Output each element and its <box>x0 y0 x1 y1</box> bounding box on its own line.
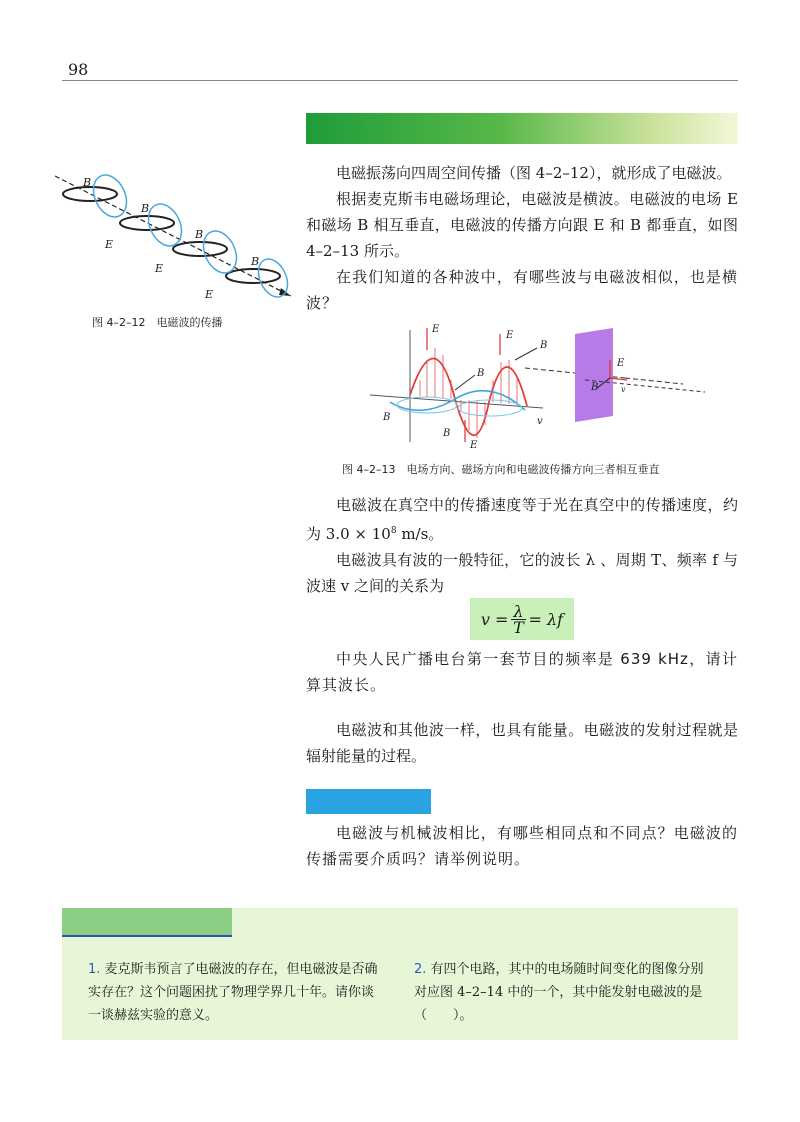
fig12-label-e3: E <box>205 288 214 301</box>
exercise-header-tab <box>62 908 232 937</box>
fig12-label-e2: E <box>155 262 164 275</box>
figure-4-2-13 <box>365 320 745 452</box>
fig13-label-b5: B <box>591 382 599 393</box>
exercise-2-number: 2. <box>414 962 427 977</box>
fig13-label-e2: E <box>506 330 514 341</box>
paragraph-8-discussion: 电磁波与机械波相比，有哪些相同点和不同点？电磁波的传播需要介质吗？请举例说明。 <box>306 824 738 868</box>
e-loop-2 <box>120 216 174 230</box>
e-loop-3 <box>173 242 227 256</box>
exercise-1-text: 麦克斯韦预言了电磁波的存在，但电磁波是否确实存在？这个问题困扰了物理学界几十年。请你谈一谈赫兹实验的意义。 <box>88 962 378 1023</box>
fig12-label-b3: B <box>195 228 204 241</box>
fig13-label-b1: B <box>477 368 485 379</box>
paragraph-4: 电磁波在真空中的传播速度等于光在真空中的传播速度，约为 $3.0 \times 10^8$ m/s。 <box>306 496 738 543</box>
fig13-label-b3: B <box>383 412 391 423</box>
e-loop-1 <box>63 187 117 201</box>
field-plate <box>575 328 613 422</box>
paragraph-2: 根据麦克斯韦电磁场理论，电磁波是横波。电磁波的电场 E 和磁场 B 相互垂直，电磁波的传播方向跟 E 和 B 都垂直，如图 4–2–13 所示。 <box>306 190 738 260</box>
paragraph-1: 电磁振荡向四周空间传播（图 4–2–12），就形成了电磁波。 <box>336 164 732 182</box>
fig13-label-b2: B <box>540 340 548 351</box>
fig13-label-e3: E <box>470 440 478 451</box>
discussion-header-bar <box>306 789 431 814</box>
fig12-label-e1: E <box>105 238 114 251</box>
page-number: 98 <box>68 60 89 79</box>
fig12-label-b1: B <box>83 176 92 189</box>
section-header-bar <box>306 113 738 144</box>
paragraph-5: 电磁波具有波的一般特征，它的波长 λ 、周期 T、频率 f 与波速 v 之间的关系为 <box>306 551 738 595</box>
fig12-label-b2: B <box>141 202 150 215</box>
top-rule <box>62 80 738 81</box>
figure-4-2-12 <box>55 168 295 308</box>
propagation-axis <box>55 176 291 296</box>
exercise-2 <box>414 958 714 1027</box>
wave-formula: v = $\frac{\lambda}{T}$ = λf <box>470 598 574 640</box>
b-loop-1 <box>87 170 133 223</box>
fig13-label-v2: v <box>537 416 543 427</box>
figure-4-2-13-caption: 图 4–2–13 电场方向、磁场方向和电磁波传播方向三者相互垂直 <box>342 463 660 476</box>
fig12-label-b4: B <box>251 255 260 268</box>
paragraph-6-question: 中央人民广播电台第一套节目的频率是 639 kHz，请计算其波长。 <box>306 650 738 694</box>
fig13-label-v1: v <box>621 385 626 394</box>
fig13-label-e4: E <box>617 358 625 369</box>
figure-4-2-12-caption: 图 4–2–12 电磁波的传播 <box>92 316 223 329</box>
paragraph-7: 电磁波和其他波一样，也具有能量。电磁波的发射过程就是辐射能量的过程。 <box>306 721 738 765</box>
paragraph-3-question: 在我们知道的各种波中，有哪些波与电磁波相似，也是横波？ <box>306 268 738 312</box>
exercise-1 <box>88 958 384 1027</box>
exercise-2-text: 有四个电路，其中的电场随时间变化的图像分别对应图 4–2–14 中的一个，其中能发射电磁波的是（ ）。 <box>414 962 704 1023</box>
e-loop-4 <box>226 269 280 283</box>
fig13-label-b4: B <box>443 428 451 439</box>
exercise-1-number: 1. <box>88 962 101 977</box>
fig13-label-e1: E <box>432 324 440 335</box>
